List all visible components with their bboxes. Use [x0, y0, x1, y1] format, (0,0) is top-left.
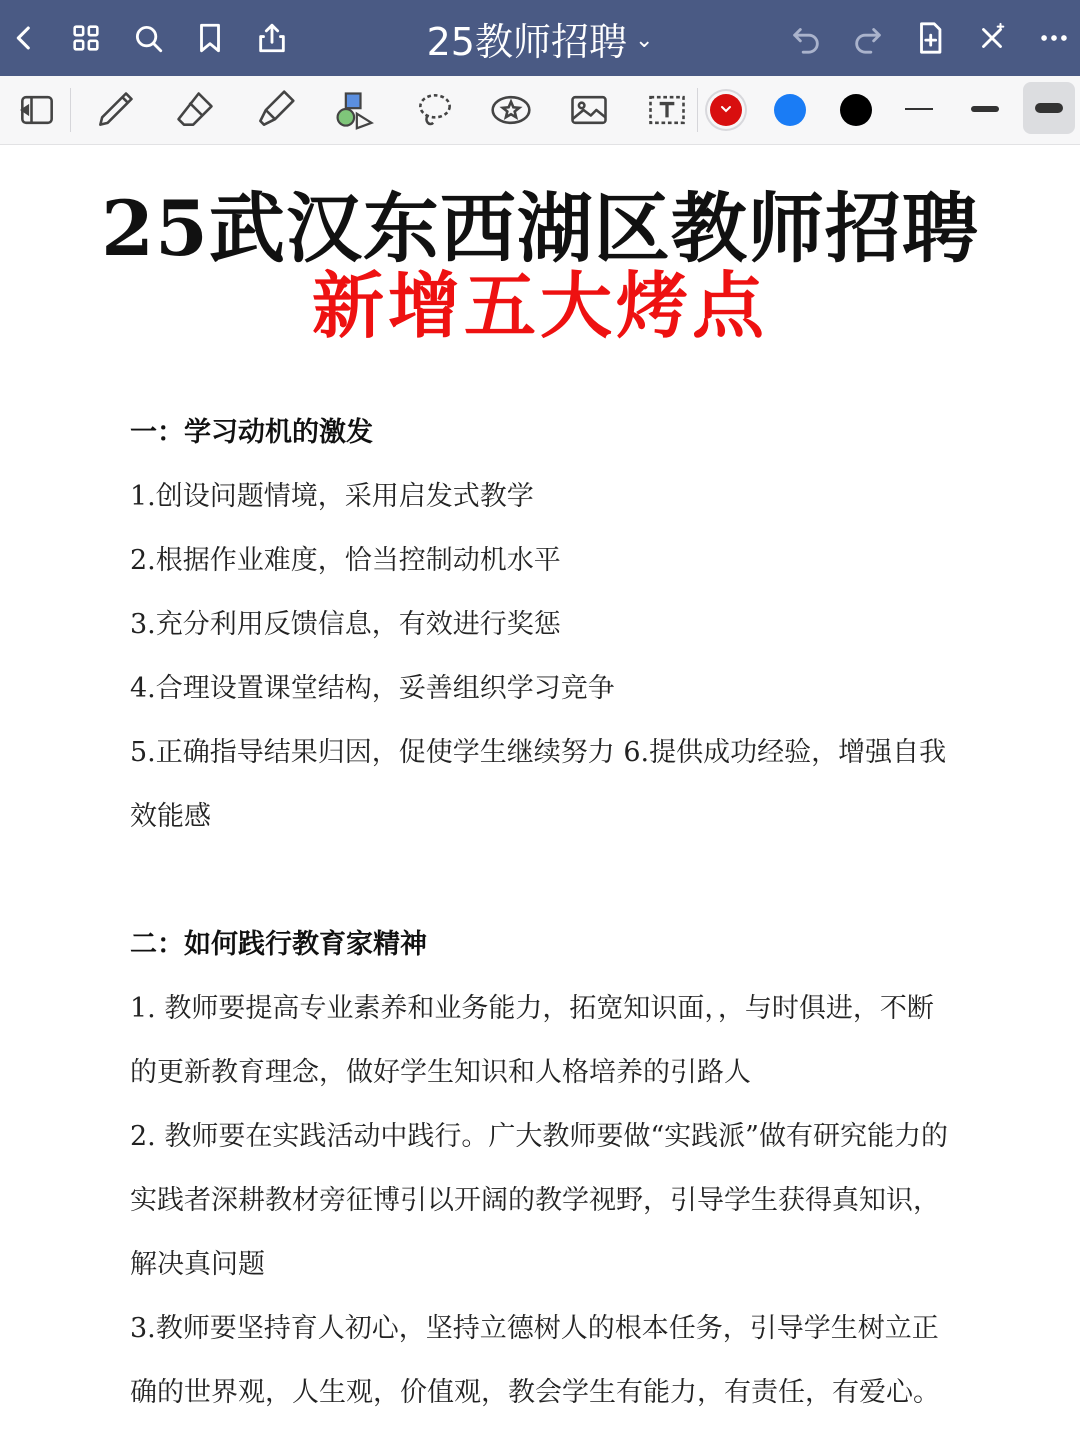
- lasso-icon[interactable]: [410, 86, 460, 134]
- sticker-icon[interactable]: [486, 86, 536, 134]
- toolbar-divider: [70, 88, 71, 132]
- pen-icon[interactable]: [90, 86, 140, 134]
- section2-heading: 二：如何践行教育家精神: [130, 929, 427, 960]
- stroke-thick-line: [1035, 103, 1063, 113]
- text-icon[interactable]: [642, 86, 692, 134]
- stroke-thick[interactable]: [1023, 82, 1075, 134]
- section2-item: 的更新教育理念，做好学生知识和人格培养的引路人: [130, 1057, 751, 1088]
- chevron-down-icon: [710, 94, 742, 126]
- shapes-icon[interactable]: [330, 86, 380, 134]
- section2-item: 1. 教师要提高专业素养和业务能力，拓宽知识面，，与时俱进，不断: [130, 993, 934, 1024]
- bookmark-icon[interactable]: [186, 14, 234, 62]
- color-swatch-red[interactable]: [710, 94, 742, 126]
- section1-heading: 一：学习动机的激发: [130, 417, 373, 448]
- add-page-icon[interactable]: [906, 14, 954, 62]
- document-page[interactable]: [0, 144, 1080, 1440]
- color-swatch-black[interactable]: [840, 94, 872, 126]
- section2-item: 实践者深耕教材旁征博引以开阔的教学视野，引导学生获得真知识，: [130, 1185, 940, 1216]
- section2-item: 解决真问题: [130, 1249, 265, 1280]
- section2-item: 3.教师要坚持育人初心，坚持立德树人的根本任务，引导学生树立正: [130, 1313, 939, 1344]
- more-icon[interactable]: [1030, 14, 1078, 62]
- document-title-text: 25教师招聘: [426, 19, 627, 64]
- toolbar-divider: [697, 88, 698, 132]
- section1-item: 5.正确指导结果归因，促使学生继续努力 6.提供成功经验，增强自我: [130, 737, 947, 768]
- page-title: 25武汉东西湖区教师招聘: [101, 184, 979, 273]
- close-icon[interactable]: [968, 14, 1016, 62]
- section1-item: 1.创设问题情境，采用启发式教学: [130, 481, 534, 512]
- section2-item: 2. 教师要在实践活动中践行。广大教师要做“实践派”做有研究能力的: [130, 1121, 948, 1152]
- redo-icon[interactable]: [844, 14, 892, 62]
- section1-item: 4.合理设置课堂结构，妥善组织学习竞争: [130, 673, 615, 704]
- back-icon[interactable]: [0, 14, 48, 62]
- image-icon[interactable]: [564, 86, 614, 134]
- document-title[interactable]: [330, 0, 750, 76]
- layout-icon[interactable]: [12, 86, 62, 134]
- stroke-thin[interactable]: [905, 108, 933, 110]
- share-icon[interactable]: [248, 14, 296, 62]
- eraser-icon[interactable]: [170, 86, 220, 134]
- section1-item: 效能感: [130, 801, 211, 832]
- section1-item: 3.充分利用反馈信息，有效进行奖惩: [130, 609, 561, 640]
- search-icon[interactable]: [124, 14, 172, 62]
- tool-bar: [0, 76, 1080, 145]
- chevron-down-icon: ⌄: [634, 27, 654, 53]
- page-subtitle: 新增五大烤点: [311, 263, 768, 348]
- grid-icon[interactable]: [62, 14, 110, 62]
- color-swatch-blue[interactable]: [774, 94, 806, 126]
- top-bar: [0, 0, 1080, 76]
- stroke-medium[interactable]: [971, 106, 999, 112]
- section1-item: 2.根据作业难度，恰当控制动机水平: [130, 545, 561, 576]
- undo-icon[interactable]: [782, 14, 830, 62]
- highlighter-icon[interactable]: [250, 86, 300, 134]
- section2-item: 确的世界观，人生观，价值观，教会学生有能力，有责任，有爱心。: [130, 1377, 940, 1408]
